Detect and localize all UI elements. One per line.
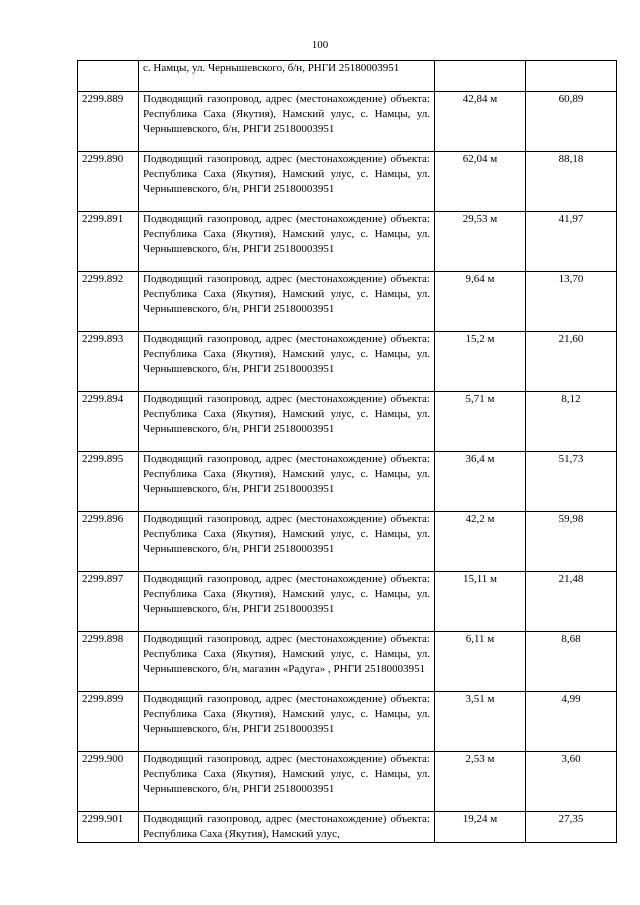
table-row — [78, 812, 617, 843]
row-length: 42,84 м — [435, 92, 526, 152]
row-length: 9,64 м — [435, 272, 526, 332]
row-length: 29,53 м — [435, 212, 526, 272]
table-row — [78, 752, 617, 812]
row-value — [526, 61, 617, 92]
row-description: Подводящий газопровод, адрес (местонахождение) объекта: Республика Саха (Якутия), Намский улус, — [139, 812, 435, 843]
row-description: Подводящий газопровод, адрес (местонахождение) объекта: Республика Саха (Якутия), Намский улус, с. Намцы, ул. Чернышевского, б/н, РНГИ 25180003951 — [139, 512, 435, 572]
row-number: 2299.901 — [78, 812, 139, 843]
row-description: Подводящий газопровод, адрес (местонахождение) объекта: Республика Саха (Якутия), Намский улус, с. Намцы, ул. Чернышевского, б/н, РНГИ 25180003951 — [139, 212, 435, 272]
row-number: 2299.900 — [78, 752, 139, 812]
row-description: Подводящий газопровод, адрес (местонахождение) объекта: Республика Саха (Якутия), Намский улус, с. Намцы, ул. Чернышевского, б/н, РНГИ 25180003951 — [139, 692, 435, 752]
row-value: 8,12 — [526, 392, 617, 452]
page-number: 100 — [311, 39, 329, 51]
row-value: 88,18 — [526, 152, 617, 212]
row-length — [435, 61, 526, 92]
table-row — [78, 61, 617, 92]
table-row — [78, 92, 617, 152]
table-row — [78, 332, 617, 392]
row-value: 27,35 — [526, 812, 617, 843]
row-length: 15,2 м — [435, 332, 526, 392]
row-length: 36,4 м — [435, 452, 526, 512]
row-number: 2299.898 — [78, 632, 139, 692]
row-value: 3,60 — [526, 752, 617, 812]
table-row — [78, 152, 617, 212]
table-row — [78, 632, 617, 692]
row-description: с. Намцы, ул. Чернышевского, б/н, РНГИ 25180003951 — [139, 61, 435, 92]
table-row — [78, 212, 617, 272]
row-value: 41,97 — [526, 212, 617, 272]
row-number: 2299.896 — [78, 512, 139, 572]
row-number: 2299.890 — [78, 152, 139, 212]
row-number: 2299.892 — [78, 272, 139, 332]
row-length: 15,11 м — [435, 572, 526, 632]
row-number: 2299.897 — [78, 572, 139, 632]
row-length: 3,51 м — [435, 692, 526, 752]
table-row — [78, 392, 617, 452]
row-value: 51,73 — [526, 452, 617, 512]
row-description: Подводящий газопровод, адрес (местонахождение) объекта: Республика Саха (Якутия), Намский улус, с. Намцы, ул. Чернышевского, б/н, РНГИ 25180003951 — [139, 92, 435, 152]
row-description: Подводящий газопровод, адрес (местонахождение) объекта: Республика Саха (Якутия), Намский улус, с. Намцы, ул. Чернышевского, б/н, РНГИ 25180003951 — [139, 752, 435, 812]
row-number: 2299.895 — [78, 452, 139, 512]
row-number: 2299.899 — [78, 692, 139, 752]
table-row — [78, 512, 617, 572]
row-description: Подводящий газопровод, адрес (местонахождение) объекта: Республика Саха (Якутия), Намский улус, с. Намцы, ул. Чернышевского, б/н, РНГИ 25180003951 — [139, 572, 435, 632]
table-row — [78, 452, 617, 512]
row-length: 6,11 м — [435, 632, 526, 692]
row-length: 62,04 м — [435, 152, 526, 212]
row-description: Подводящий газопровод, адрес (местонахождение) объекта: Республика Саха (Якутия), Намский улус, с. Намцы, ул. Чернышевского, б/н, магазин «Радуга» , РНГИ 25180003951 — [139, 632, 435, 692]
row-value: 59,98 — [526, 512, 617, 572]
row-value: 8,68 — [526, 632, 617, 692]
row-number — [78, 61, 139, 92]
row-description: Подводящий газопровод, адрес (местонахождение) объекта: Республика Саха (Якутия), Намский улус, с. Намцы, ул. Чернышевского, б/н, РНГИ 25180003951 — [139, 452, 435, 512]
row-value: 21,48 — [526, 572, 617, 632]
row-value: 4,99 — [526, 692, 617, 752]
registry-table — [77, 60, 617, 843]
row-length: 42,2 м — [435, 512, 526, 572]
row-description: Подводящий газопровод, адрес (местонахождение) объекта: Республика Саха (Якутия), Намский улус, с. Намцы, ул. Чернышевского, б/н, РНГИ 25180003951 — [139, 152, 435, 212]
row-number: 2299.889 — [78, 92, 139, 152]
row-number: 2299.891 — [78, 212, 139, 272]
row-number: 2299.893 — [78, 332, 139, 392]
row-value: 21,60 — [526, 332, 617, 392]
table-row — [78, 272, 617, 332]
row-description: Подводящий газопровод, адрес (местонахождение) объекта: Республика Саха (Якутия), Намский улус, с. Намцы, ул. Чернышевского, б/н, РНГИ 25180003951 — [139, 332, 435, 392]
row-length: 5,71 м — [435, 392, 526, 452]
row-value: 13,70 — [526, 272, 617, 332]
row-description: Подводящий газопровод, адрес (местонахождение) объекта: Республика Саха (Якутия), Намский улус, с. Намцы, ул. Чернышевского, б/н, РНГИ 25180003951 — [139, 272, 435, 332]
table-row — [78, 572, 617, 632]
row-number: 2299.894 — [78, 392, 139, 452]
row-description: Подводящий газопровод, адрес (местонахождение) объекта: Республика Саха (Якутия), Намский улус, с. Намцы, ул. Чернышевского, б/н, РНГИ 25180003951 — [139, 392, 435, 452]
row-length: 2,53 м — [435, 752, 526, 812]
row-value: 60,89 — [526, 92, 617, 152]
row-length: 19,24 м — [435, 812, 526, 843]
table-row — [78, 692, 617, 752]
